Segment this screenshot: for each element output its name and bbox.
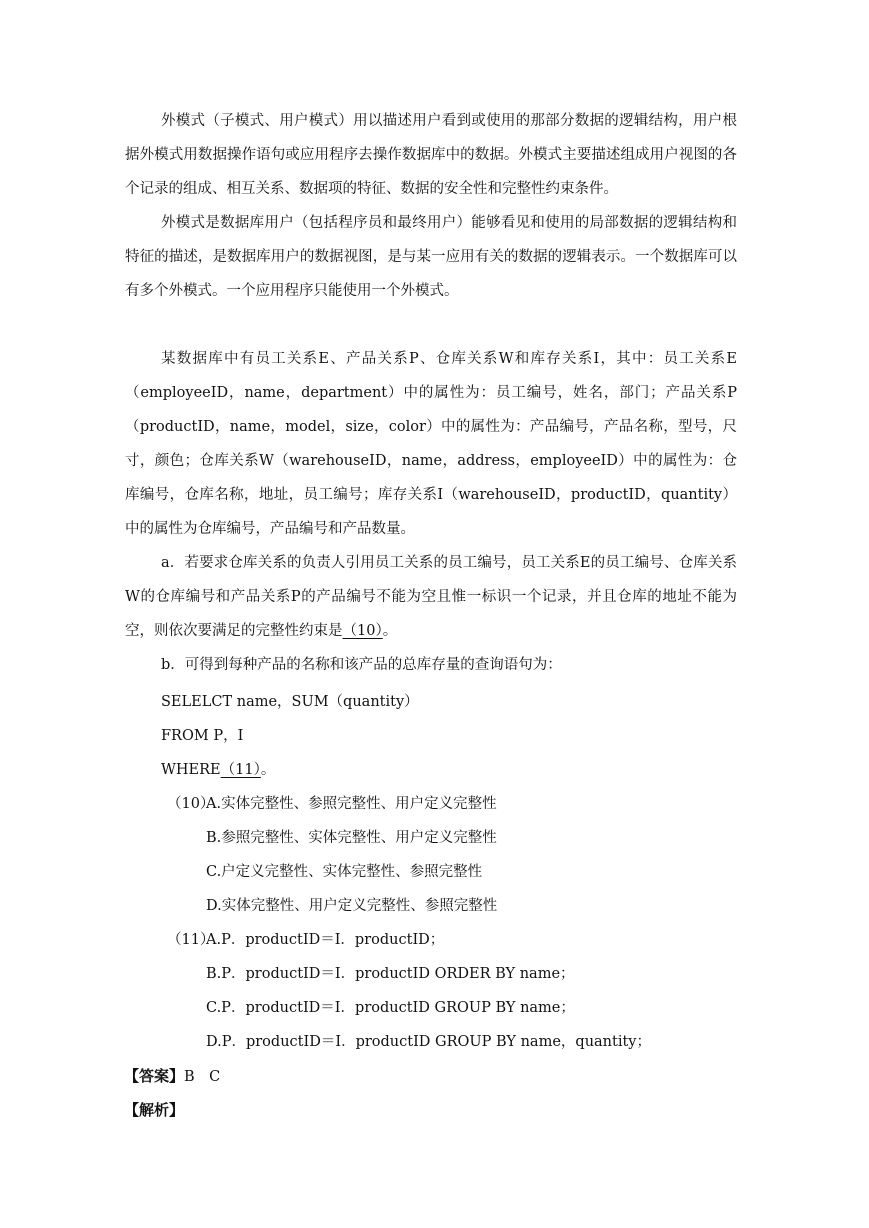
intro-paragraph-1: 外模式（子模式、用户模式）用以描述用户看到或使用的那部分数据的逻辑结构，用户根据外模式用数据操作语句或应用程序去操作数据库中的数据。外模式主要描述组成用户视图的各个记录的组成、相互关系、数据项的特征、数据的安全性和完整性约束条件。 [125, 113, 737, 197]
part-a-end: 。 [382, 623, 398, 639]
option-10-d: D.实体完整性、用户定义完整性、参照完整性 [206, 898, 498, 914]
option-10-b: B.参照完整性、实体完整性、用户定义完整性 [206, 830, 497, 846]
answer-value: B C [184, 1069, 221, 1085]
option-11-b: B.P．productID＝I．productID ORDER BY name； [206, 966, 575, 982]
blank-10: （10） [342, 623, 383, 639]
option-11-d: D.P．productID＝I．productID GROUP BY name，quantity； [206, 1034, 651, 1050]
options-10-label: （10） [167, 796, 215, 812]
options-11-label: （11） [167, 932, 215, 948]
question-part-b: b．可得到每种产品的名称和该产品的总库存量的查询语句为： [161, 657, 562, 673]
answer-line [124, 1066, 220, 1087]
sql-line-from: FROM P，I [161, 728, 244, 744]
option-10-c: C.户定义完整性、实体完整性、参照完整性 [206, 864, 483, 880]
question-part-a [125, 546, 737, 648]
sql-where-keyword: WHERE [161, 762, 221, 778]
analysis-label: 【解析】 [124, 1101, 185, 1119]
question-stem: 某数据库中有员工关系E、产品关系P、仓库关系W和库存关系I，其中：员工关系E（employeeID，name，department）中的属性为：员工编号，姓名，部门；产品关系P（productID，name，model，size，color）中的属性为：产品编号，产品名称，型号，尺寸，颜色；仓库关系W（warehouseID，name，address，employeeID）中的属性为：仓库编号，仓库名称，地址，员工编号；库存关系I（warehouseID，productID，quantity）中的属性为仓库编号，产品编号和产品数量。 [125, 351, 737, 537]
intro-paragraph-2: 外模式是数据库用户（包括程序员和最终用户）能够看见和使用的局部数据的逻辑结构和特征的描述，是数据库用户的数据视图，是与某一应用有关的数据的逻辑表示。一个数据库可以有多个外模式。一个应用程序只能使用一个外模式。 [125, 215, 737, 299]
answer-label: 【答案】 [124, 1067, 185, 1085]
option-10-a: A.实体完整性、参照完整性、用户定义完整性 [206, 796, 497, 812]
option-11-c: C.P．productID＝I．productID GROUP BY name； [206, 1000, 575, 1016]
blank-11: （11） [220, 762, 261, 778]
part-a-text: a．若要求仓库关系的负责人引用员工关系的员工编号，员工关系E的员工编号、仓库关系W的仓库编号和产品关系P的产品编号不能为空且惟一标识一个记录，并且仓库的地址不能为空，则依次要满足的完整性约束是 [125, 555, 737, 639]
sql-where-end: 。 [260, 762, 276, 778]
sql-line-select: SELELCT name，SUM（quantity） [161, 694, 419, 710]
sql-line-where [161, 760, 275, 780]
option-11-a: A.P．productID＝I．productID； [206, 932, 445, 948]
